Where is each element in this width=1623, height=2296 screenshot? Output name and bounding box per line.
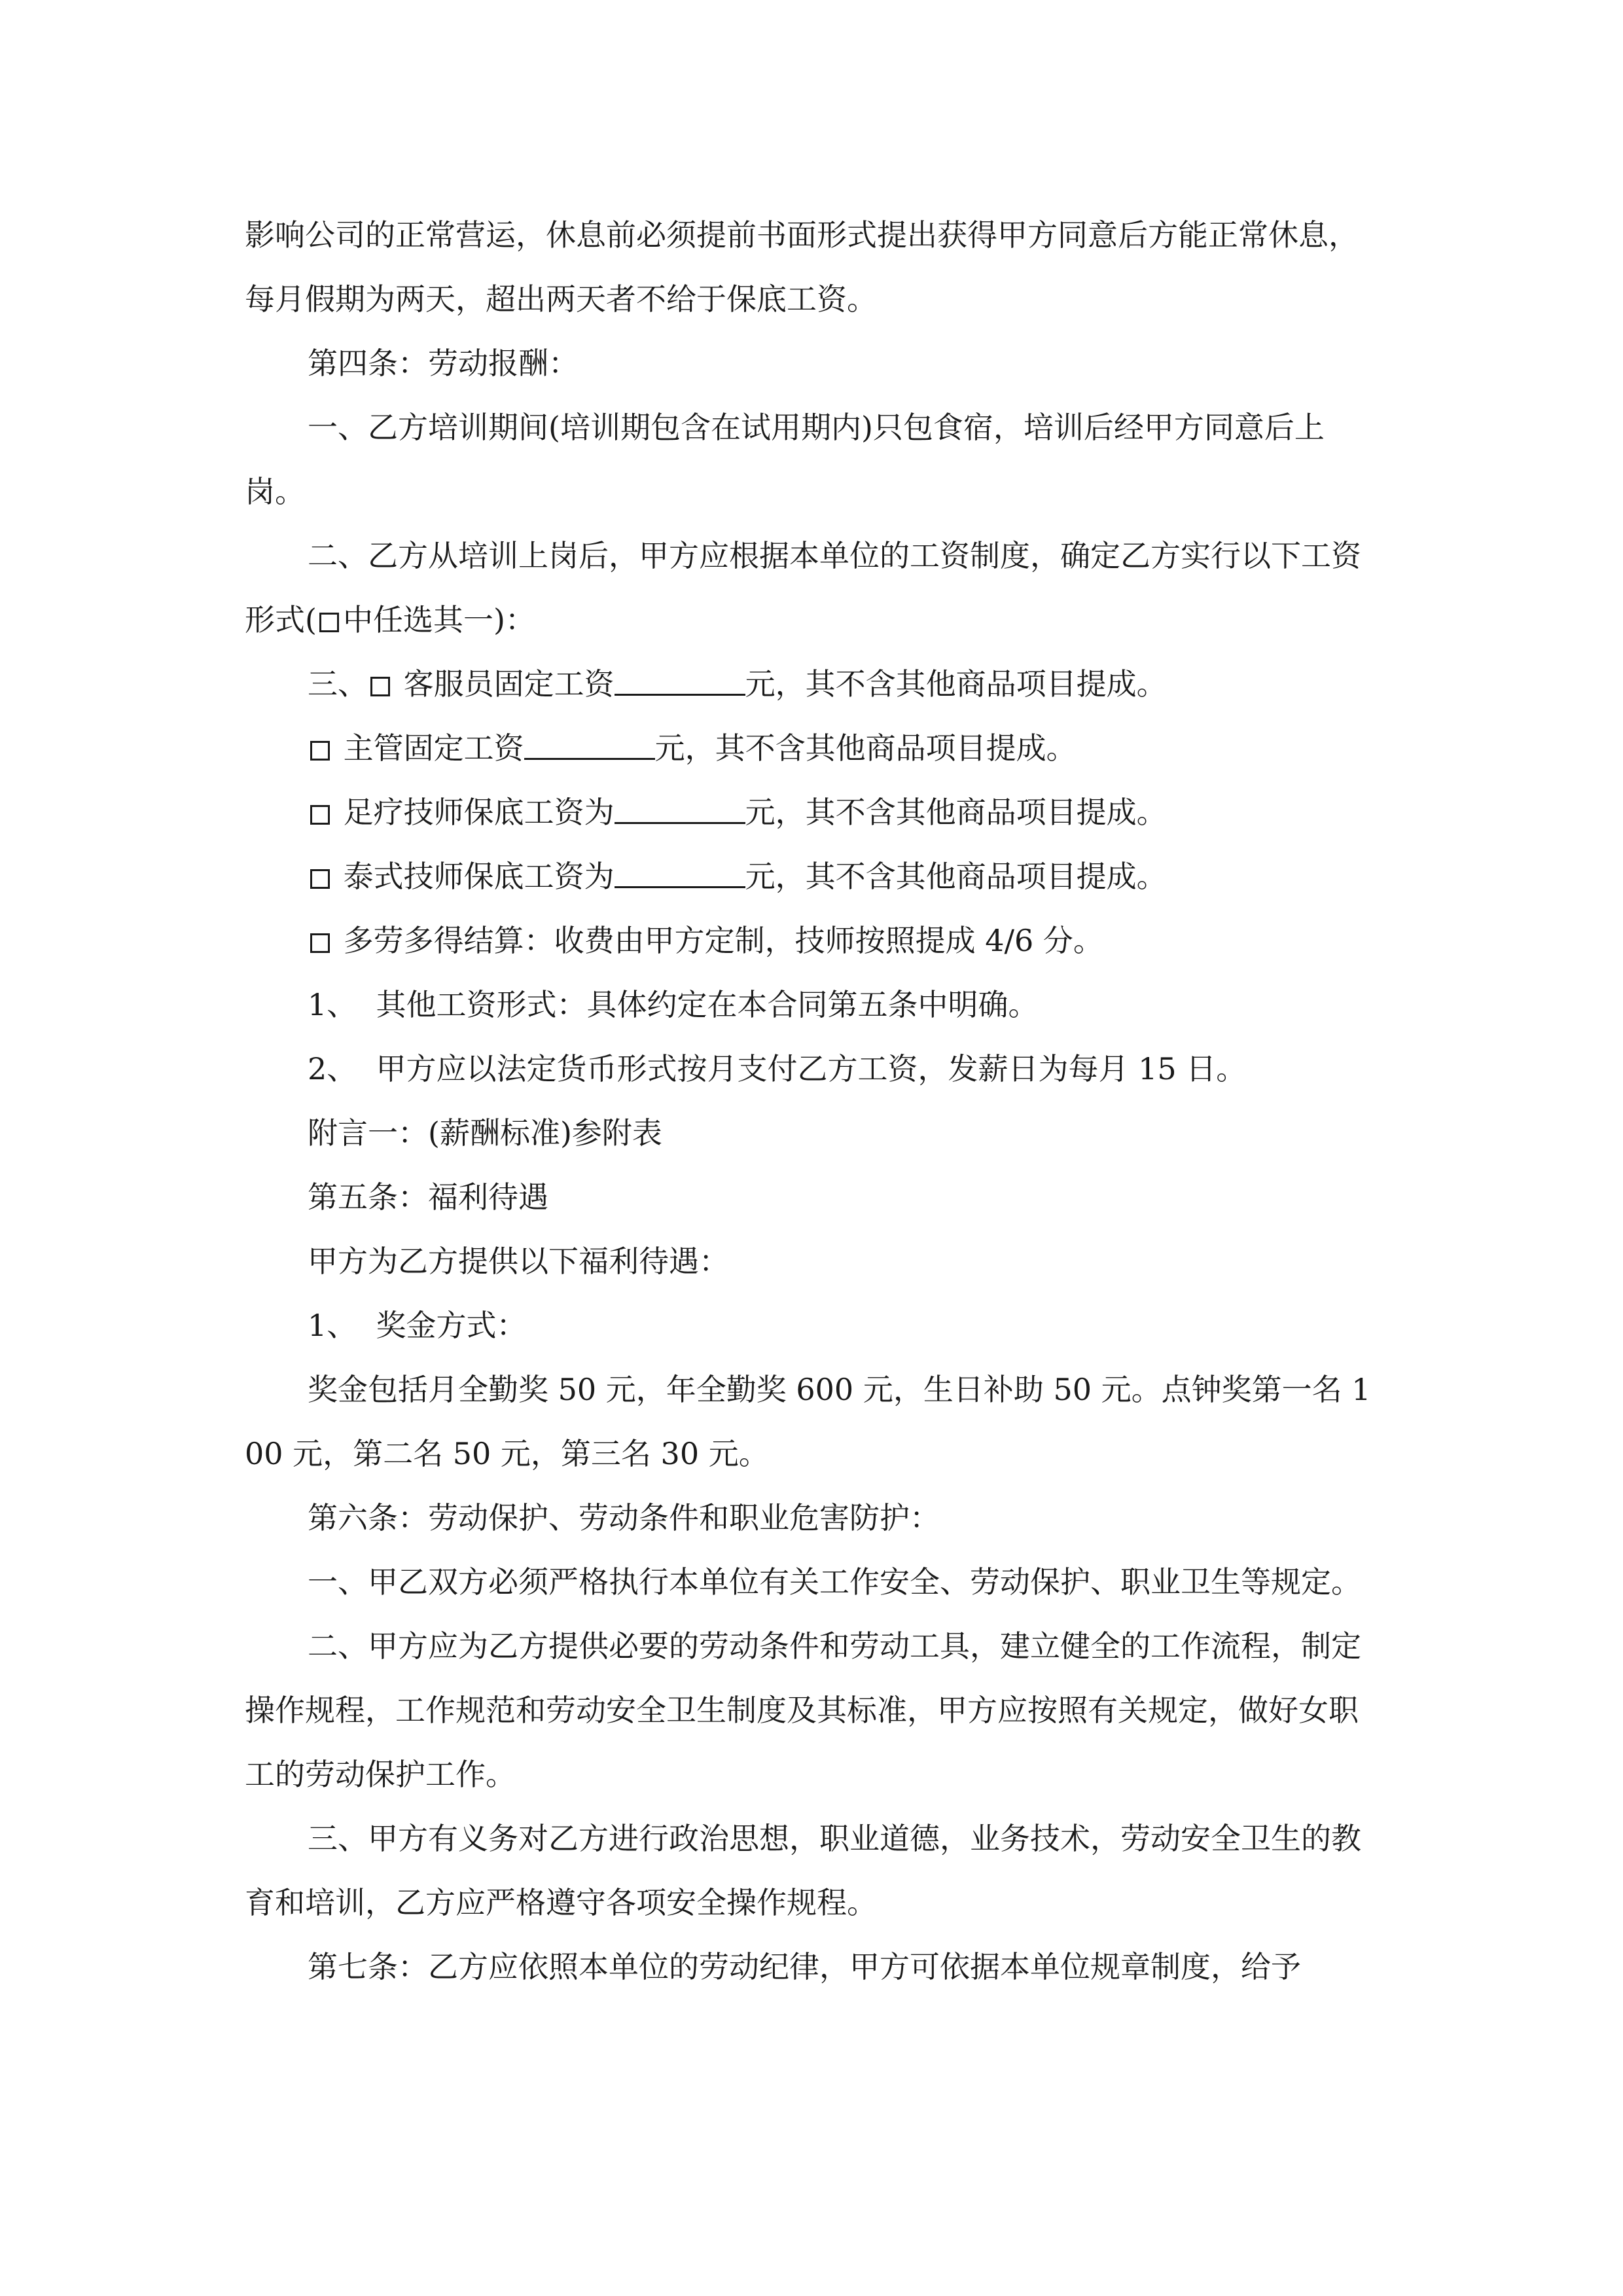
fill-in-blank[interactable] — [615, 668, 745, 696]
item-other-wage-forms: 1、 其他工资形式：具体约定在本合同第五条中明确。 — [308, 987, 1039, 1022]
item-bonus-method: 1、 奖金方式： — [308, 1308, 527, 1343]
item-benefits-intro: 甲方为乙方提供以下福利待遇： — [308, 1244, 729, 1279]
wage-form-text: 二、乙方从培训上岗后，甲方应根据本单位的工资制度，确定乙方实行以下工资形式( — [245, 538, 1361, 637]
fill-in-blank[interactable] — [524, 732, 655, 760]
option-prefix: 三、 — [308, 666, 368, 702]
checkbox-icon[interactable] — [310, 933, 330, 953]
checkbox-icon[interactable] — [310, 741, 330, 761]
paragraph-training-period: 一、乙方培训期间(培训期包含在试用期内)只包食宿，培训后经甲方同意后上岗。 — [245, 410, 1325, 509]
checkbox-icon[interactable] — [370, 677, 390, 696]
option-suffix: 元，其不含其他商品项目提成。 — [745, 795, 1167, 830]
wage-option-customer-service — [245, 652, 1383, 716]
option-label: 泰式技师保底工资为 — [334, 859, 615, 894]
option-suffix: 元，其不含其他商品项目提成。 — [745, 666, 1167, 702]
checkbox-icon[interactable] — [310, 869, 330, 889]
wage-option-thai-therapist — [245, 844, 1383, 908]
item-appendix-note: 附言一：(薪酬标准)参附表 — [308, 1115, 662, 1151]
wage-option-supervisor — [245, 716, 1383, 780]
option-label: 足疗技师保底工资为 — [334, 795, 615, 830]
paragraph-rest-policy: 影响公司的正常营运，休息前必须提前书面形式提出获得甲方同意后方能正常休息，每月假期为两天，超出两天者不给于保底工资。 — [245, 217, 1359, 317]
wage-form-text-end: 中任选其一)： — [342, 602, 535, 637]
option-label: 多劳多得结算：收费由甲方定制，技师按照提成 4/6 分。 — [334, 923, 1103, 958]
wage-option-commission — [245, 908, 1383, 973]
checkbox-icon — [319, 613, 339, 632]
option-label: 客服员固定工资 — [394, 666, 615, 702]
paragraph-training-duty: 三、甲方有义务对乙方进行政治思想，职业道德，业务技术，劳动安全卫生的教育和培训，乙方应严格遵守各项安全操作规程。 — [245, 1821, 1361, 1920]
fill-in-blank[interactable] — [615, 860, 745, 888]
option-suffix: 元，其不含其他商品项目提成。 — [654, 730, 1077, 766]
fill-in-blank[interactable] — [615, 796, 745, 824]
checkbox-icon[interactable] — [310, 805, 330, 825]
item-payday: 2、 甲方应以法定货币形式按月支付乙方工资，发薪日为每月 15 日。 — [308, 1051, 1247, 1086]
paragraph-bonus-details: 奖金包括月全勤奖 50 元，年全勤奖 600 元，生日补助 50 元。点钟奖第一名 100 元，第二名 50 元，第三名 30 元。 — [245, 1372, 1371, 1471]
paragraph-wage-form — [245, 524, 1383, 652]
paragraph-safety-rules: 一、甲乙双方必须严格执行本单位有关工作安全、劳动保护、职业卫生等规定。 — [308, 1564, 1361, 1600]
article-4-heading: 第四条：劳动报酬： — [308, 346, 579, 381]
paragraph-work-conditions: 二、甲方应为乙方提供必要的劳动条件和劳动工具，建立健全的工作流程，制定操作规程，工作规范和劳动安全卫生制度及其标准，甲方应按照有关规定，做好女职工的劳动保护工作。 — [245, 1628, 1361, 1792]
article-6-heading: 第六条：劳动保护、劳动条件和职业危害防护： — [308, 1500, 940, 1535]
article-5-heading: 第五条：福利待遇 — [308, 1179, 548, 1215]
document-body — [245, 203, 1383, 1999]
wage-option-foot-therapist — [245, 780, 1383, 844]
option-label: 主管固定工资 — [334, 730, 524, 766]
article-7-heading: 第七条：乙方应依照本单位的劳动纪律，甲方可依据本单位规章制度，给予 — [308, 1949, 1301, 1984]
option-suffix: 元，其不含其他商品项目提成。 — [745, 859, 1167, 894]
